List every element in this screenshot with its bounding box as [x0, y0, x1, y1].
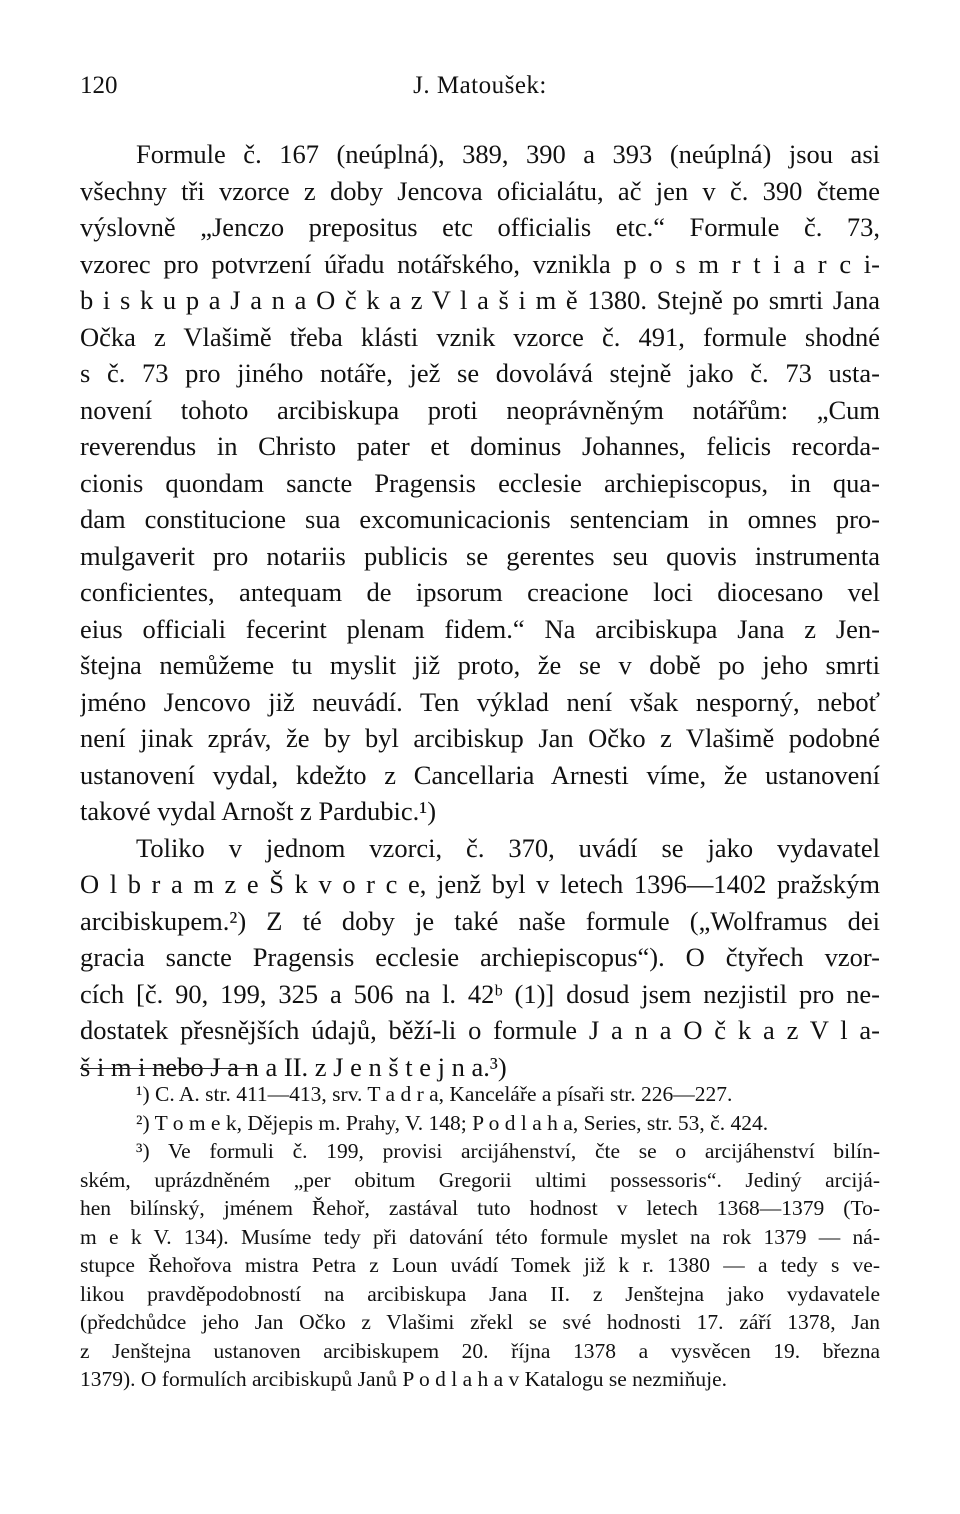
text-line: š i m i nebo J a n a II. z J e n š t e j n a.³)	[80, 1051, 507, 1082]
footnote-line: 1379). O formulích arcibiskupů Janů P o d l a h a v Katalogu se nezmiňuje.	[80, 1367, 728, 1391]
text-line: dostatek přesnějších údajů, běží-li o formule J a n a O č k a z V l a-	[80, 1015, 880, 1045]
text-line: Toliko v jednom vzorci, č. 370, uvádí se jako vydavatel	[136, 832, 880, 863]
text-line: reverendus in Christo pater et dominus Johannes, felicis recorda-	[80, 431, 880, 461]
text-line: Formule č. 167 (neúplná), 389, 390 a 393 (neúplná) jsou asi	[136, 139, 880, 169]
text-line: všechny tři vzorce z doby Jencova oficialátu, ač jen v č. 390 čteme	[80, 175, 880, 206]
text-line: mulgaverit pro notariis publicis se gerentes seu quovis instrumenta	[80, 540, 880, 571]
footnote-separator	[80, 1068, 256, 1069]
running-head: J. Matoušek:	[413, 72, 547, 99]
footnotes	[80, 1080, 880, 1394]
footnote-line: stupce Řehořova mistra Petra z Loun uvádí Tomek již k r. 1380 — a tedy s ve-	[80, 1253, 880, 1277]
page-header	[80, 72, 880, 112]
text-line: štejna nemůžeme tu myslit již proto, že se v době po jeho smrti	[80, 650, 880, 680]
text-line: výslovně „Jenczo prepositus etc officialis etc.“ Formule č. 73,	[80, 212, 880, 242]
text-line: O l b r a m z e Š k v o r c e, jenž byl v letech 1396—1402 pražským	[80, 869, 880, 899]
text-line: takové vydal Arnošt z Pardubic.¹)	[80, 796, 437, 826]
text-line: s č. 73 pro jiného notáře, jež se dovolává stejně jako č. 73 usta-	[80, 358, 880, 388]
text-line: cích [č. 90, 199, 325 a 506 na l. 42ᵇ (1)] dosud jsem nezjistil pro ne-	[80, 978, 880, 1009]
text-line: není jinak zpráv, že by byl arcibiskup Jan Očko z Vlašimě podobné	[80, 723, 880, 753]
text-line: Očka z Vlašimě třeba klásti vznik vzorce č. 491, formule shodné	[80, 321, 880, 352]
footnote-line: m e k V. 134). Musíme tedy při datování této formule myslet na rok 1379 — ná-	[80, 1224, 880, 1249]
text-line: vzorec pro potvrzení úřadu notářského, vznikla p o s m r t i a r c i-	[80, 248, 880, 279]
text-line: eius officiali fecerint plenam fidem.“ Na arcibiskupa Jana z Jen-	[80, 613, 880, 644]
footnote-1: ¹) C. A. str. 411—413, srv. T a d r a, Kanceláře a písaři str. 226—227.	[136, 1082, 733, 1106]
footnote-line: z Jenštejna ustanoven arcibiskupem 20. října 1378 a vysvěcen 19. března	[80, 1338, 880, 1363]
text-line: b i s k u p a J a n a O č k a z V l a š i m ě 1380. Stejně po smrti Jana	[80, 285, 880, 315]
footnote-line: hen bilínský, jménem Řehoř, zastával tuto hodnost v letech 1368—1379 (To-	[80, 1196, 880, 1220]
text-line: gracia sancte Pragensis ecclesie archiepiscopus“). O čtyřech vzor-	[80, 942, 880, 972]
text-line: ustanovení vydal, kdežto z Cancellaria Arnesti víme, že ustanovení	[80, 759, 880, 790]
footnote-3: ³) Ve formuli č. 199, provisi arcijáhenství, čte se o arcijáhenství bilín-	[136, 1139, 880, 1163]
footnote-line: ském, uprázdněném „per obitum Gregorii ultimi possessoris“. Jediný arcijá-	[80, 1167, 880, 1192]
text-line: conficientes, antequam de ipsorum creacione loci diocesano vel	[80, 577, 880, 607]
main-text	[80, 136, 880, 1085]
footnote-2: ²) T o m e k, Dějepis m. Prahy, V. 148; P o d l a h a, Series, str. 53, č. 424.	[136, 1110, 769, 1135]
footnote-line: (předchůdce jeho Jan Očko z Vlašimi zřekl se své hodnosti 17. září 1378, Jan	[80, 1310, 880, 1334]
text-line: cionis quondam sancte Pragensis ecclesie archiepiscopus, in qua-	[80, 467, 880, 498]
page-number: 120	[80, 72, 118, 99]
text-line: arcibiskupem.²) Z té doby je také naše formule („Wolframus dei	[80, 905, 880, 936]
text-line: dam constitucione sua excomunicacionis sentenciam in omnes pro-	[80, 504, 880, 534]
footnote-line: likou pravděpodobností na arcibiskupa Jana II. z Jenštejna jako vydavatele	[80, 1281, 880, 1306]
text-line: novení tohoto arcibiskupa proti neoprávněným notářům: „Cum	[80, 394, 880, 425]
text-line: jméno Jencovo již neuvádí. Ten výklad není však nesporný, neboť	[80, 686, 880, 717]
